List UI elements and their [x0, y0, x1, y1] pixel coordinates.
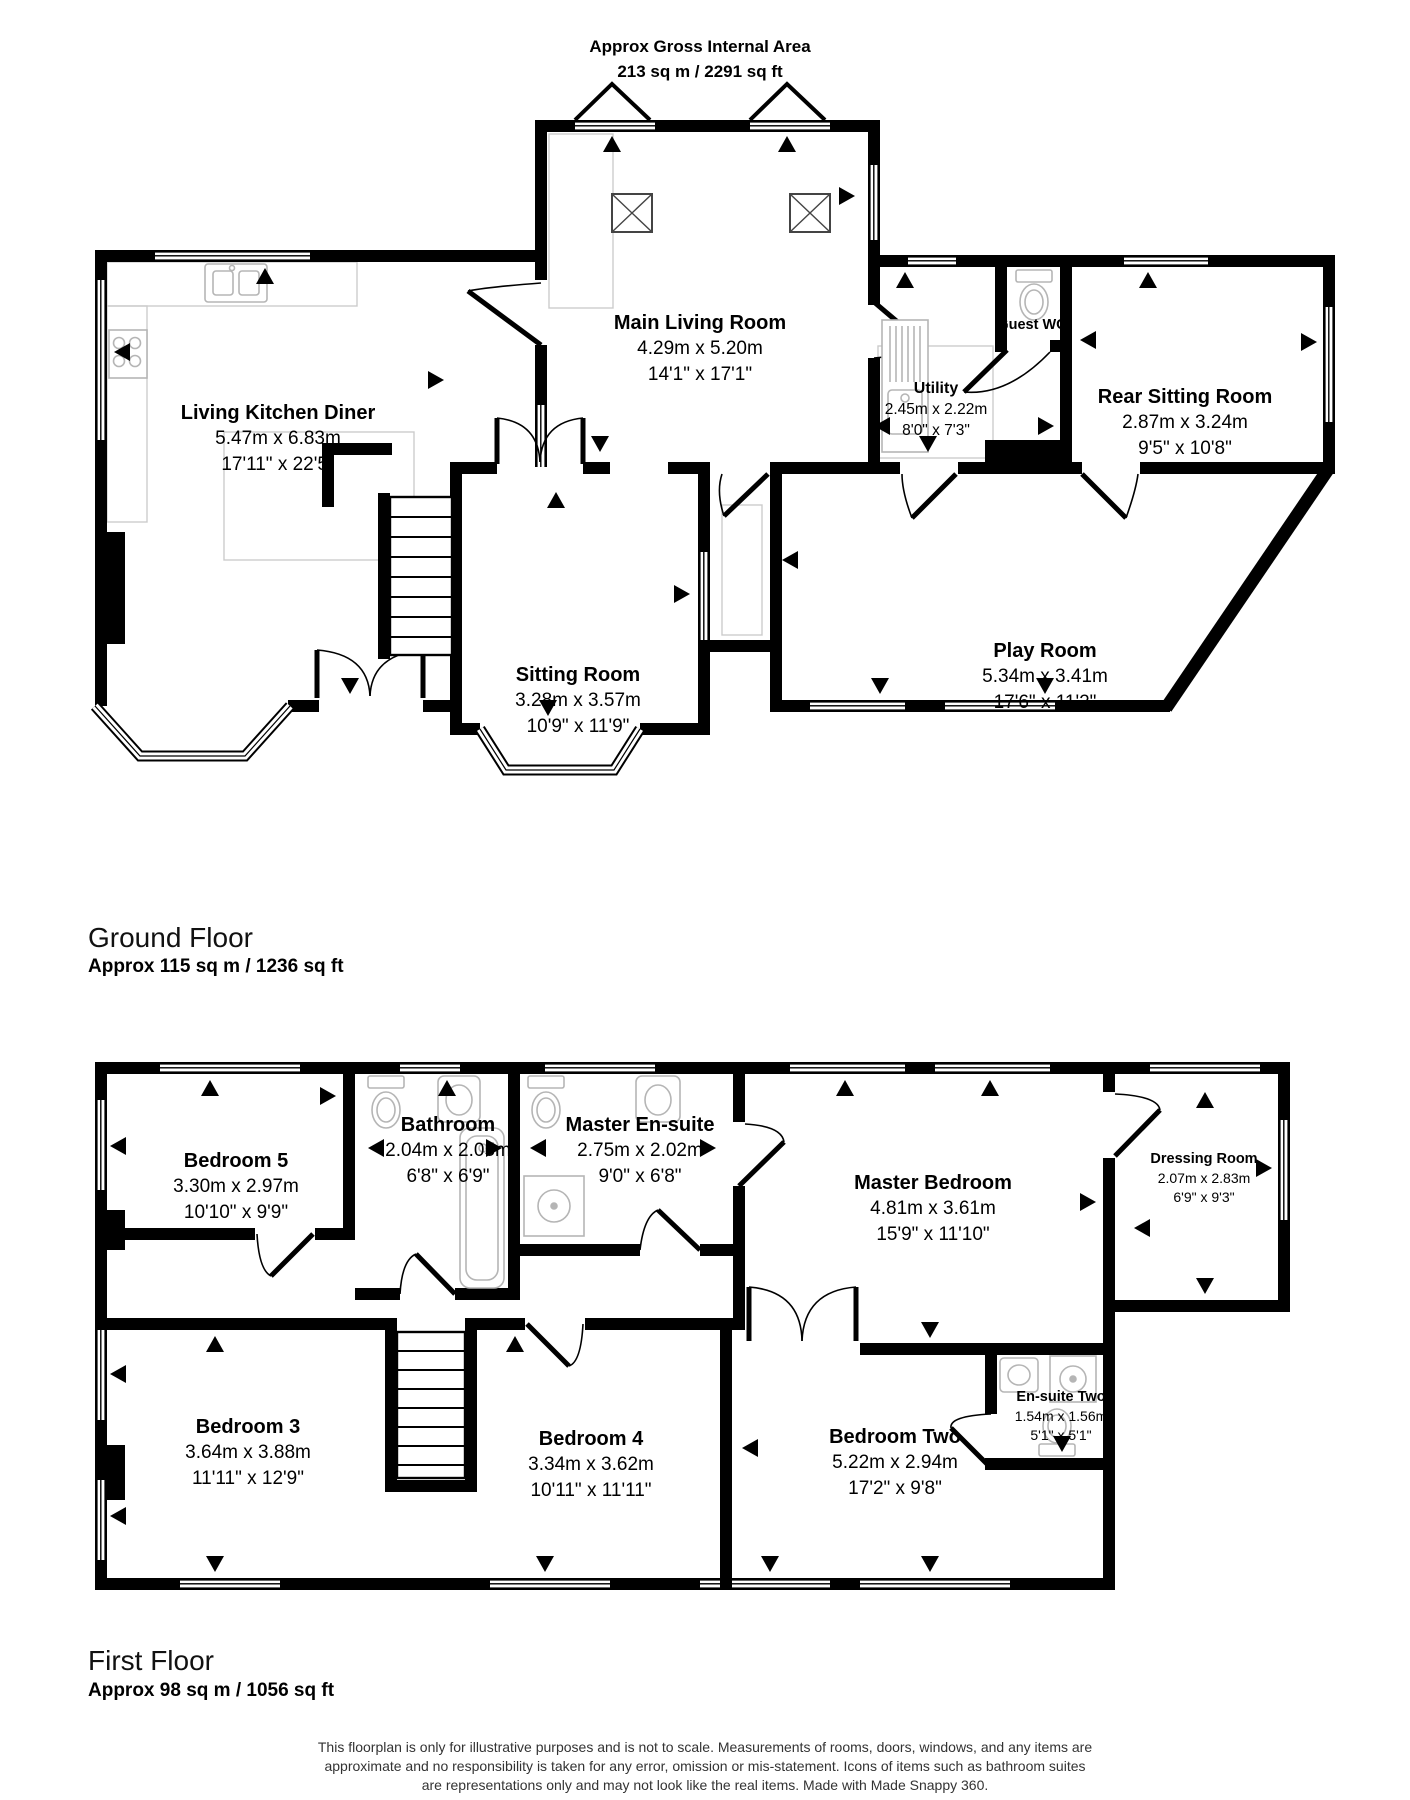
room-label-master-bedroom: Master Bedroom 4.81m x 3.61m 15'9" x 11'10"	[854, 1172, 1012, 1245]
gia-title: Approx Gross Internal Area	[589, 37, 811, 56]
room-label-en-suite-two: En-suite Two 1.54m x 1.56m 5'1" x 5'1"	[1014, 1389, 1108, 1443]
disclaimer-line-3: are representations only and may not look like the real items. Made with Made Snappy 360.	[421, 1777, 989, 1793]
room-label-dressing-room: Dressing Room 2.07m x 2.83m 6'9" x 9'3"	[1150, 1151, 1258, 1205]
room-label-utility: Utility 2.45m x 2.22m 8'0" x 7'3"	[884, 380, 988, 439]
stairs-icon	[397, 1332, 465, 1478]
room-label-bedroom-two: Bedroom Two 5.22m x 2.94m 17'2" x 9'8"	[829, 1426, 961, 1499]
room-label-guest-wc: Guest WC	[997, 317, 1067, 333]
disclaimer	[200, 1738, 1210, 1795]
ground-floor-title: Ground Floor	[88, 922, 253, 953]
first-floor-area: Approx 98 sq m / 1056 sq ft	[88, 1680, 335, 1701]
gia-value: 213 sq m / 2291 sq ft	[617, 62, 783, 81]
first-floor-title: First Floor	[88, 1645, 214, 1676]
angled-wall	[1166, 468, 1329, 708]
room-label-living-kitchen-diner: Living Kitchen Diner 5.47m x 6.83m 17'11" x 22'5"	[180, 402, 376, 475]
stairs-icon	[390, 497, 452, 655]
gable-icon	[575, 84, 825, 120]
toilet-icon	[528, 1076, 564, 1128]
room-label-bedroom-5: Bedroom 5 3.30m x 2.97m 10'10" x 9'9"	[173, 1150, 299, 1223]
room-label-rear-sitting-room: Rear Sitting Room 2.87m x 3.24m 9'5" x 10'8"	[1097, 386, 1273, 459]
room-label-main-living-room: Main Living Room 4.29m x 5.20m 14'1" x 17'1"	[613, 312, 787, 385]
room-label-bedroom-4: Bedroom 4 3.34m x 3.62m 10'11" x 11'11"	[528, 1428, 654, 1501]
room-label-bathroom: Bathroom 2.04m x 2.05m 6'8" x 6'9"	[385, 1114, 511, 1187]
counter-outline	[107, 134, 993, 635]
ground-floor-area: Approx 115 sq m / 1236 sq ft	[88, 956, 344, 977]
skylight-icon	[612, 194, 830, 232]
room-label-bedroom-3: Bedroom 3 3.64m x 3.88m 11'11" x 12'9"	[185, 1416, 311, 1489]
gross-internal-area	[589, 34, 810, 84]
toilet-icon	[1016, 270, 1052, 320]
sink-icon	[1000, 1358, 1038, 1392]
disclaimer-line-2: approximate and no responsibility is taken for any error, omission or mis-statement. Icons of items such as bathroom suites	[324, 1758, 1086, 1774]
disclaimer-line-1: This floorplan is only for illustrative purposes and is not to scale. Measurements of rooms, doors, windows, and any items are	[317, 1739, 1093, 1755]
room-label-sitting-room: Sitting Room 3.28m x 3.57m 10'9" x 11'9"	[515, 664, 641, 737]
room-label-play-room: Play Room 5.34m x 3.41m 17'6" x 11'2"	[982, 640, 1108, 713]
room-label-master-en-suite: Master En-suite 2.75m x 2.02m 9'0" x 6'8"	[565, 1114, 715, 1187]
